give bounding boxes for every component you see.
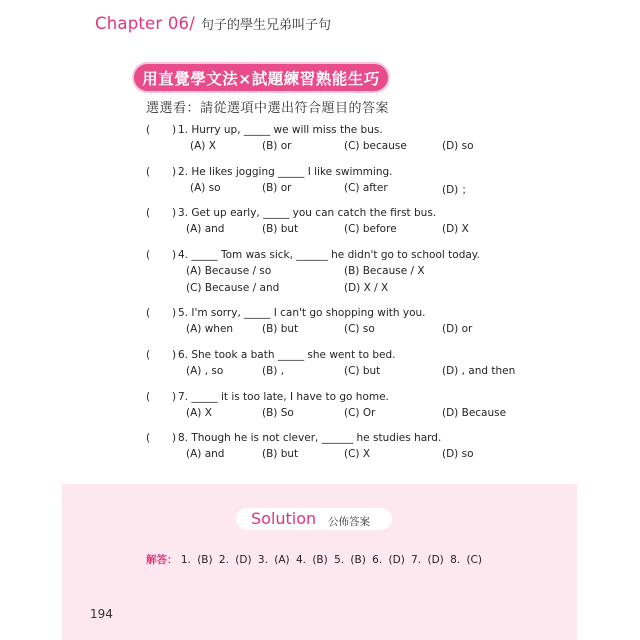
answer-paren-open: ( — [146, 124, 151, 136]
option-a: (A) so — [190, 182, 221, 194]
answer-paren-close: ) — [172, 207, 177, 219]
option-d: (D) so — [442, 140, 474, 152]
option-c: (C) so — [344, 323, 375, 335]
answer-paren-open: ( — [146, 166, 151, 178]
option-d: (D) Because — [442, 407, 507, 419]
solution-subtitle: 公佈答案 — [328, 516, 370, 528]
option-c: (C) before — [344, 223, 397, 235]
question-5 — [146, 307, 546, 339]
section-banner — [134, 64, 388, 91]
answer-paren-open: ( — [146, 432, 151, 444]
option-c: (C) but — [344, 365, 381, 377]
question-7 — [146, 391, 546, 423]
answer-paren-open: ( — [146, 349, 151, 361]
answer-paren-open: ( — [146, 249, 151, 261]
answer-values: 1. (B) 2. (D) 3. (A) 4. (B) 5. (B) 6. (D) 7. (D) 8. (C) — [180, 554, 482, 566]
option-b: (B) or — [262, 140, 292, 152]
option-c: (C) X — [344, 448, 371, 460]
option-b: (B) or — [262, 182, 292, 194]
option-a: (A) , so — [186, 365, 224, 377]
option-b: (B) , — [262, 365, 285, 377]
answer-paren-close: ) — [172, 249, 177, 261]
answer-key — [146, 552, 482, 567]
instruction-text: 選選看：請從選項中選出符合題目的答案 — [146, 101, 390, 116]
option-d: (D) so — [442, 448, 474, 460]
question-text: 2. He likes jogging _____ I like swimming. — [178, 166, 393, 178]
answer-paren-close: ) — [172, 391, 177, 403]
question-4 — [146, 249, 546, 298]
chapter-label: Chapter 06/ — [95, 14, 195, 33]
option-d: (D) X — [442, 223, 469, 235]
answer-paren-close: ) — [172, 349, 177, 361]
question-text: 6. She took a bath _____ she went to bed. — [178, 349, 396, 361]
question-text: 3. Get up early, _____ you can catch the first bus. — [178, 207, 437, 219]
answer-paren-close: ) — [172, 432, 177, 444]
answer-paren-open: ( — [146, 207, 151, 219]
question-8 — [146, 432, 546, 464]
question-1 — [146, 124, 546, 156]
chapter-title: 句子的學生兄弟叫子句 — [200, 18, 331, 33]
option-b: (B) Because / X — [344, 265, 425, 277]
question-text: 4. _____ Tom was sick, ______ he didn't go to school today. — [178, 249, 480, 261]
solution-title: Solution — [251, 509, 317, 528]
option-c: (C) Because / and — [186, 282, 280, 294]
option-a: (A) and — [186, 223, 225, 235]
page-number: 194 — [90, 607, 113, 621]
option-c: (C) after — [344, 182, 388, 194]
question-text: 5. I'm sorry, _____ I can't go shopping with you. — [178, 307, 426, 319]
option-a: (A) when — [186, 323, 234, 335]
answer-paren-close: ) — [172, 124, 177, 136]
answer-label: 解答： — [146, 554, 178, 566]
question-text: 7. _____ it is too late, I have to go home. — [178, 391, 389, 403]
option-a: (A) and — [186, 448, 225, 460]
banner-text: 用直覺學文法×試題練習熟能生巧 — [142, 70, 380, 88]
option-d: (D) ； — [442, 184, 473, 196]
answer-paren-close: ) — [172, 307, 177, 319]
option-b: (B) but — [262, 223, 299, 235]
question-3 — [146, 207, 546, 239]
option-a: (A) X — [190, 140, 216, 152]
question-6 — [146, 349, 546, 381]
option-b: (B) but — [262, 323, 299, 335]
option-d: (D) or — [442, 323, 473, 335]
option-b: (B) So — [262, 407, 294, 419]
question-2 — [146, 166, 546, 198]
question-text: 8. Though he is not clever, ______ he studies hard. — [178, 432, 442, 444]
option-b: (B) but — [262, 448, 299, 460]
answer-paren-open: ( — [146, 391, 151, 403]
answer-paren-close: ) — [172, 166, 177, 178]
question-text: 1. Hurry up, _____ we will miss the bus. — [178, 124, 383, 136]
option-c: (C) because — [344, 140, 407, 152]
option-a: (A) Because / so — [186, 265, 272, 277]
option-c: (C) Or — [344, 407, 376, 419]
answer-paren-open: ( — [146, 307, 151, 319]
option-d: (D) X / X — [344, 282, 389, 294]
option-d: (D) , and then — [442, 365, 516, 377]
chapter-header — [95, 14, 331, 33]
option-a: (A) X — [186, 407, 212, 419]
